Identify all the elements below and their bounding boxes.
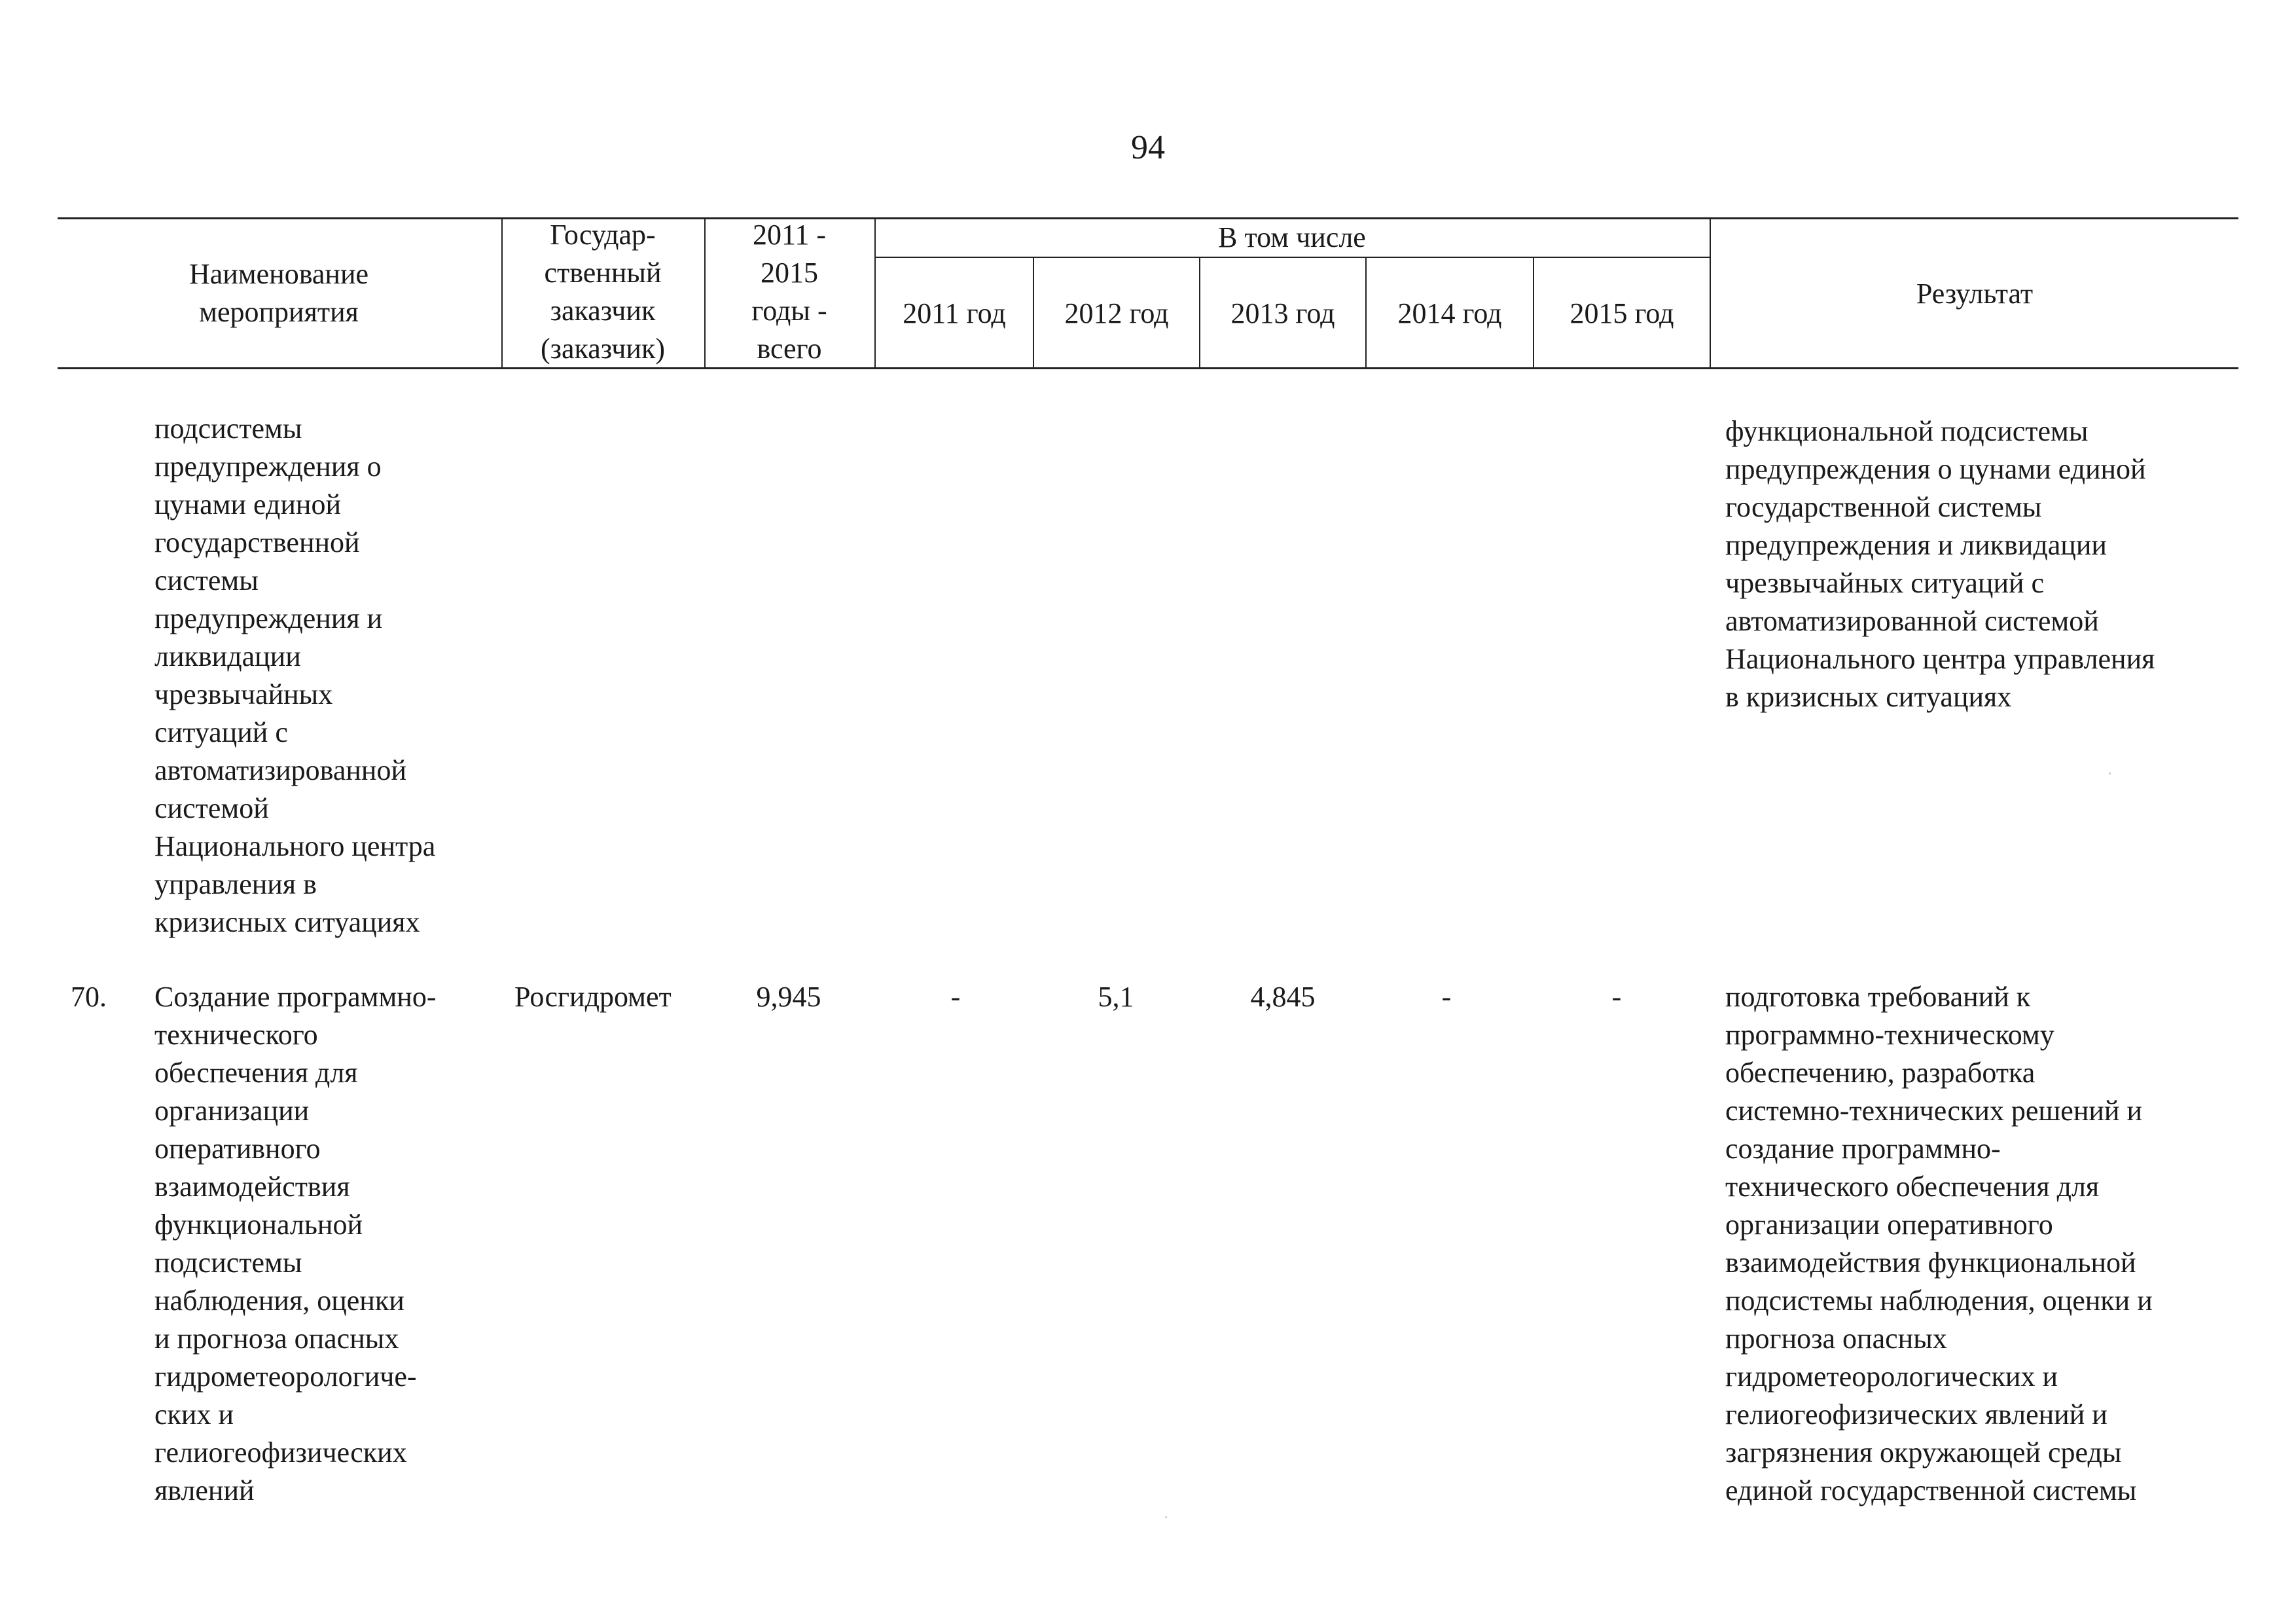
row-70-2015: - <box>1611 981 1622 1013</box>
header-total: 2011 - 2015 годы - всего <box>751 219 827 365</box>
row-70-result: подготовка требований к программно-техническому обеспечению, разработка системно-технических решений и создание программно- технического обеспечения для организации оперативного взаимодействия функциональной подсистемы наблюдения, оценки и прогноза опасных гидрометеорологических и гелиогеофизических явлений и загрязнения окружающей среды единой государственной системы <box>1725 981 2153 1506</box>
row-continuation-result: функциональной подсистемы предупреждения о цунами единой государственной системы предупреждения и ликвидации чрезвычайных ситуаций с автоматизированной системой Национального центра управления в кризисных ситуациях <box>1725 415 2155 713</box>
row-70-number: 70. <box>71 981 107 1013</box>
scan-speck <box>1165 1516 1167 1518</box>
header-result: Результат <box>1916 278 2034 310</box>
header-including: В том числе <box>1218 221 1366 253</box>
header-customer: Государ- ственный заказчик (заказчик) <box>540 219 665 365</box>
header-name: Наименование мероприятия <box>188 258 369 328</box>
row-70-customer: Росгидромет <box>514 981 672 1013</box>
row-70-2012: 5,1 <box>1098 981 1134 1013</box>
row-70-name: Создание программно- технического обеспечения для организации оперативного взаимодействия функциональной подсистемы наблюдения, оценки и прогноза опасных гидрометеорологиче- ских и гелиогеофизических явлений <box>154 981 437 1506</box>
row-70-total: 9,945 <box>756 981 821 1013</box>
header-year-2011: 2011 год <box>903 297 1006 329</box>
page-number: 94 <box>1131 129 1165 166</box>
row-70-2013: 4,845 <box>1250 981 1316 1013</box>
row-continuation-name: подсистемы предупреждения о цунами единой государственной системы предупреждения и ликвидации чрезвычайных ситуаций с автоматизированной системой Национального центра управления в кризисных ситуациях <box>154 412 436 938</box>
row-70-2011: - <box>950 981 961 1013</box>
header-year-2014: 2014 год <box>1397 297 1502 329</box>
header-year-2012: 2012 год <box>1064 297 1169 329</box>
header-bottom-rule <box>58 367 2238 369</box>
subheader-rule <box>874 257 1710 258</box>
header-year-2013: 2013 год <box>1230 297 1335 329</box>
row-70-2014: - <box>1441 981 1452 1013</box>
scan-speck <box>2109 773 2111 775</box>
header-year-2015: 2015 год <box>1570 297 1674 329</box>
